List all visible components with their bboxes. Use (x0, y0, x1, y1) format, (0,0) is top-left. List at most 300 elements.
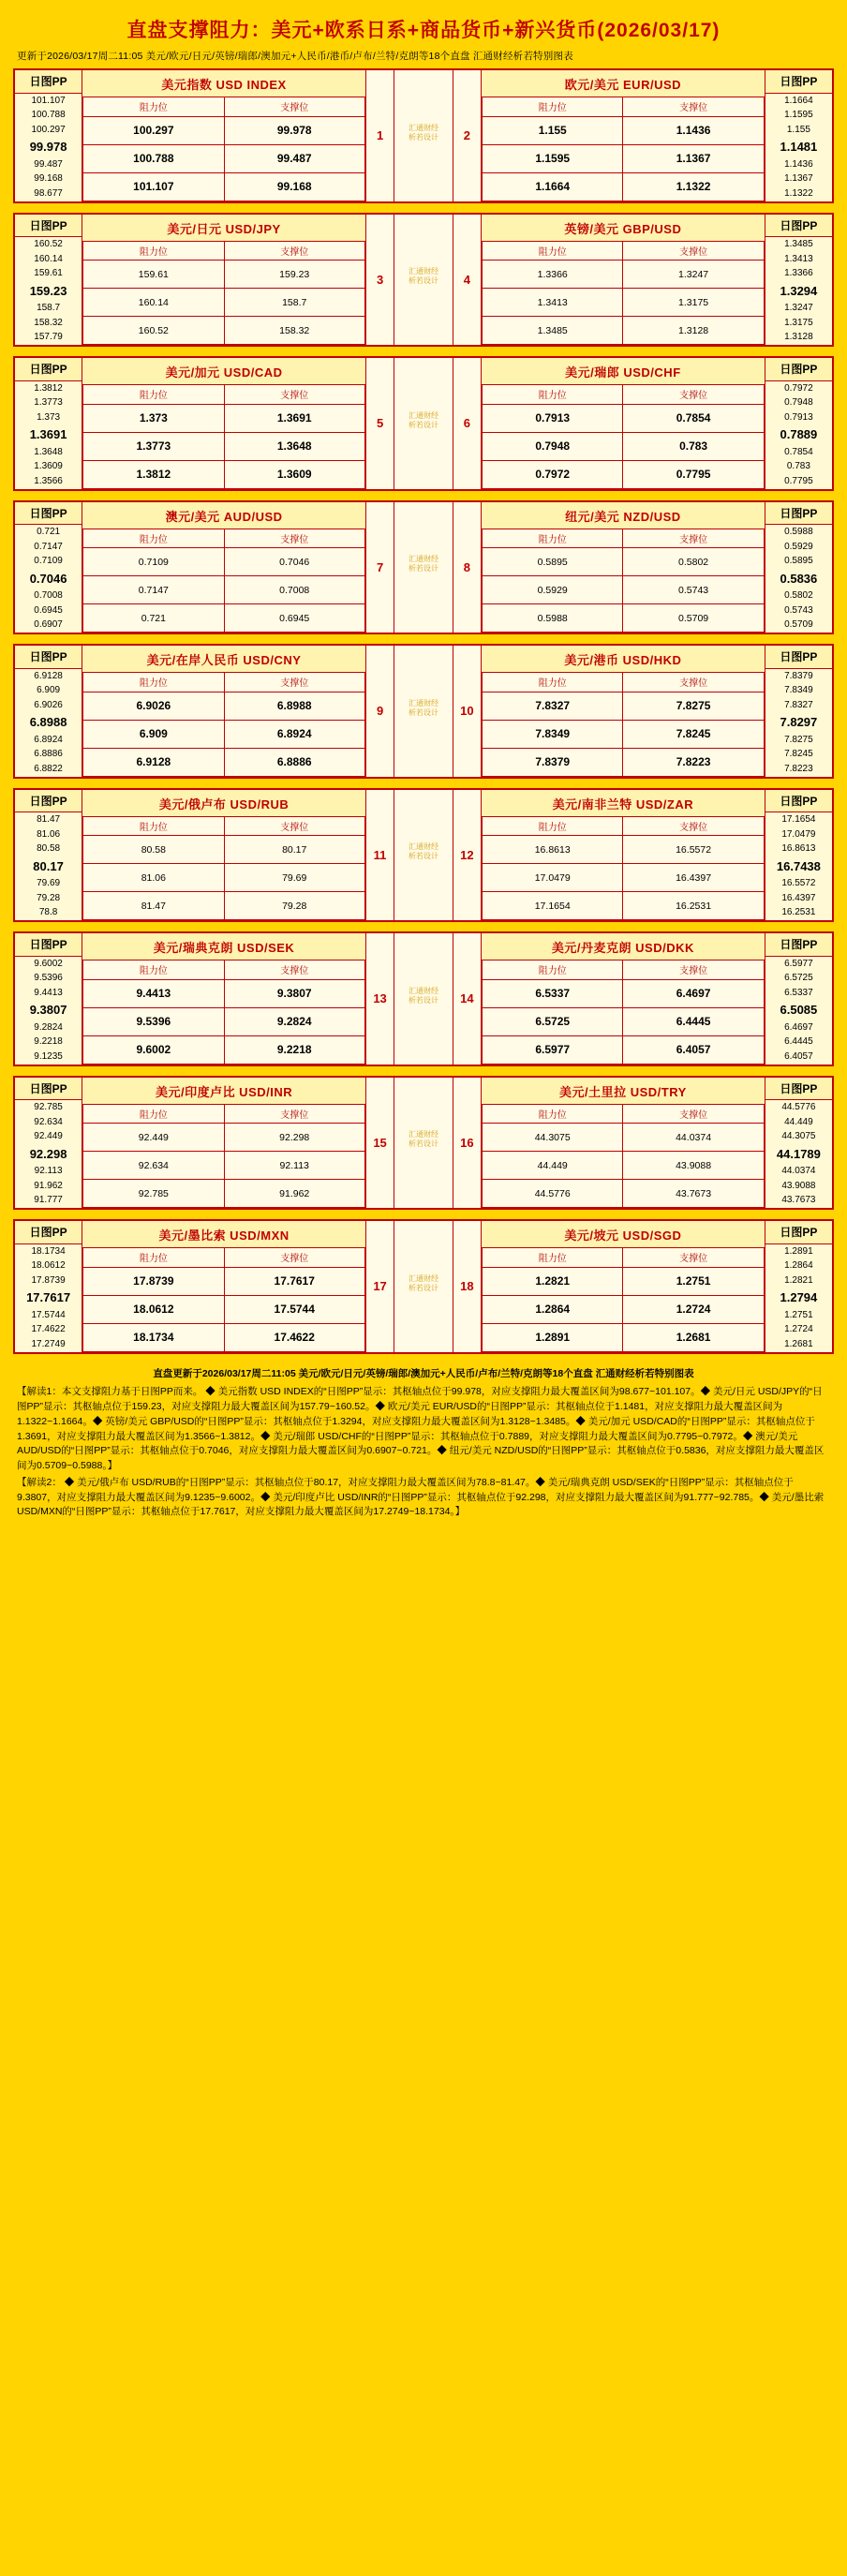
watermark-text: 汇通财经 析若设计 (408, 1130, 438, 1149)
block-number-right: 4 (453, 214, 481, 347)
pivot-pp-header: 日图PP (765, 215, 832, 237)
pivot-block (13, 213, 834, 348)
pivot-pp-header: 日图PP (765, 933, 832, 956)
resistance-value: 81.06 (83, 864, 224, 892)
support-value: 7.8223 (623, 748, 764, 776)
pivot-level-value: 9.5396 (34, 973, 63, 984)
currency-pair-name: 美元/土里拉 USD/TRY (482, 1078, 765, 1105)
pivot-pp-header: 日图PP (15, 70, 82, 93)
resistance-value: 6.5337 (483, 979, 623, 1007)
support-value: 0.783 (623, 432, 764, 460)
table-row (483, 1152, 765, 1180)
pivot-level-value: 99.168 (34, 173, 63, 185)
pivot-level-value: 6.909 (37, 685, 61, 696)
support-value: 1.3247 (623, 261, 764, 289)
support-header: 支撑位 (623, 673, 764, 692)
block-number-left: 9 (365, 645, 394, 778)
pivot-level-value: 0.7913 (784, 411, 813, 423)
support-value: 44.0374 (623, 1124, 764, 1152)
pivot-level-value: 9.3807 (29, 1003, 67, 1018)
resistance-value: 0.5929 (483, 576, 623, 604)
resistance-value: 1.2821 (483, 1267, 623, 1295)
resistance-value: 1.373 (83, 404, 224, 432)
table-row (483, 748, 765, 776)
pivot-level-value: 17.1654 (781, 814, 816, 826)
pivot-level-column (765, 357, 833, 490)
pivot-level-value: 7.8327 (784, 699, 813, 710)
support-value: 16.5572 (623, 836, 764, 864)
support-value: 43.9088 (623, 1152, 764, 1180)
pivot-level-value: 92.113 (34, 1166, 63, 1177)
pivot-level-value: 1.3691 (29, 427, 67, 442)
resistance-value: 18.1734 (83, 1323, 224, 1351)
pivot-level-column (14, 1077, 82, 1210)
table-row (483, 1124, 765, 1152)
block-number-left: 13 (365, 932, 394, 1065)
pivot-level-value: 6.5337 (784, 987, 813, 998)
watermark-cell (394, 1220, 453, 1353)
watermark-text: 汇通财经 析若设计 (408, 555, 438, 573)
levels-table (482, 673, 765, 777)
support-value: 1.3648 (224, 432, 364, 460)
pivot-level-column (14, 501, 82, 634)
resistance-header: 阻力位 (83, 529, 224, 548)
levels-table (82, 242, 365, 346)
pivot-level-value: 44.1789 (776, 1146, 821, 1161)
support-header: 支撑位 (224, 673, 364, 692)
pivot-level-value: 9.2824 (34, 1021, 63, 1033)
currency-pair-name: 美元/港币 USD/HKD (482, 646, 765, 673)
pivot-level-value: 160.14 (34, 253, 63, 264)
resistance-value: 0.7913 (483, 404, 623, 432)
resistance-value: 17.0479 (483, 864, 623, 892)
pivot-level-value: 6.8988 (29, 715, 67, 730)
support-value: 79.69 (224, 864, 364, 892)
table-row (483, 432, 765, 460)
block-number-right: 8 (453, 501, 481, 634)
support-value: 7.8245 (623, 720, 764, 748)
resistance-header: 阻力位 (83, 960, 224, 979)
table-row (483, 144, 765, 172)
currency-pair-name: 美元/印度卢比 USD/INR (82, 1078, 365, 1105)
pivot-level-value: 0.7854 (784, 446, 813, 457)
currency-pair-name: 美元/日元 USD/JPY (82, 215, 365, 242)
pivot-pp-header: 日图PP (15, 1221, 82, 1243)
support-value: 1.3691 (224, 404, 364, 432)
pivot-level-value: 7.8349 (784, 685, 813, 696)
pivot-level-value: 9.2218 (34, 1036, 63, 1048)
pivot-level-value: 0.7109 (34, 556, 63, 567)
currency-pair-cell (482, 69, 765, 202)
pivot-level-column (765, 501, 833, 634)
pivot-level-value: 1.1367 (784, 173, 813, 185)
support-header: 支撑位 (623, 960, 764, 979)
resistance-value: 44.449 (483, 1152, 623, 1180)
pivot-level-value: 7.8223 (784, 763, 813, 774)
pivot-level-value: 0.6907 (34, 619, 63, 631)
resistance-value: 9.5396 (83, 1007, 224, 1035)
support-value: 0.7795 (623, 460, 764, 488)
pivot-level-value: 0.5929 (784, 541, 813, 552)
resistance-value: 0.5895 (483, 548, 623, 576)
pivot-level-value: 9.6002 (34, 958, 63, 969)
pivot-level-value: 43.7673 (781, 1195, 816, 1206)
support-value: 6.4445 (623, 1007, 764, 1035)
block-number-right: 14 (453, 932, 481, 1065)
table-row (483, 692, 765, 720)
watermark-cell (394, 645, 453, 778)
pivot-level-column (765, 214, 833, 347)
resistance-value: 6.9026 (83, 692, 224, 720)
pivot-level-value: 17.5744 (31, 1309, 66, 1320)
support-value: 99.487 (224, 144, 364, 172)
pivot-pp-header: 日图PP (765, 358, 832, 380)
resistance-value: 6.9128 (83, 748, 224, 776)
block-number-left: 11 (365, 789, 394, 922)
resistance-value: 1.3773 (83, 432, 224, 460)
resistance-header: 阻力位 (483, 242, 623, 261)
levels-table (482, 817, 765, 921)
currency-pair-cell (82, 357, 366, 490)
pivot-level-value: 0.783 (786, 461, 810, 472)
currency-pair-name: 美元/瑞典克朗 USD/SEK (82, 933, 365, 960)
pivot-level-value: 1.2724 (784, 1324, 813, 1335)
pivot-tables-container (13, 68, 834, 1354)
watermark-text: 汇通财经 析若设计 (408, 410, 438, 429)
footer-line-2: 【解读2： ◆ 美元/俄卢布 USD/RUB的“日图PP”显示：其枢轴点位于80.17，对应支撑阻力最大覆盖区间为78.8~81.47。◆ 美元/瑞典克朗 USD/SEK的“日图PP”显示：其枢轴点位于9.3807，对应支撑阻力最大覆盖区间为9.1235~9.6002。◆ 美元/印度卢比 USD/INR的“日图PP”显示：其枢轴点位于92.298，对应支撑阻力最大覆盖区间为91.777~92.785。◆ 美元/墨比索 USD/MXN的“日图PP”显示：其枢轴点位于17.7617，对应支撑阻力最大覆盖区间为17.2749~18.1734。】 (17, 1476, 825, 1518)
resistance-value: 16.8613 (483, 836, 623, 864)
table-row (83, 864, 365, 892)
pivot-level-value: 99.487 (34, 158, 63, 170)
support-value: 158.32 (224, 317, 364, 345)
resistance-header: 阻力位 (83, 673, 224, 692)
pivot-level-value: 1.3485 (784, 239, 813, 250)
pivot-level-value: 6.5085 (780, 1003, 818, 1018)
support-value: 99.168 (224, 172, 364, 201)
support-value: 1.2681 (623, 1323, 764, 1351)
pivot-level-value: 78.8 (38, 907, 58, 918)
pivot-level-value: 0.721 (37, 527, 61, 538)
support-value: 1.3128 (623, 317, 764, 345)
support-value: 1.1367 (623, 144, 764, 172)
footer-line-1: 【解读1：本文支撑阻力基于日图PP而来。 ◆ 美元指数 USD INDEX的“日图PP”显示：其枢轴点位于99.978，对应支撑阻力最大覆盖区间为98.677~101.107。◆ 美元/日元 USD/JPY的“日图PP”显示：其枢轴点位于159.23，对应支撑阻力最大覆盖区间为157.79~160.52。◆ 欧元/美元 EUR/USD的“日图PP”显示：其枢轴点位于1.1481，对应支撑阻力最大覆盖区间为1.1322~1.1664。◆ 英镑/美元 GBP/USD的“日图PP”显示：其枢轴点位于1.3294，对应支撑阻力最大覆盖区间为1.3128~1.3485。◆ 美元/加元 USD/CAD的“日图PP”显示：其枢轴点位于1.3691，对应支撑阻力最大覆盖区间为1.3566~1.3812。◆ 美元/瑞郎 USD/CHF的“日图PP”显示：其枢轴点位于0.7889，对应支撑阻力最大覆盖区间为0.7795~0.7972。◆ 澳元/美元 AUD/USD的“日图PP”显示：其枢轴点位于0.7046，对应支撑阻力最大覆盖区间为0.6907~0.721。◆ 纽元/美元 NZD/USD的“日图PP”显示：其枢轴点位于0.5836，对应支撑阻力最大覆盖区间为0.5709~0.5988。】 (17, 1386, 825, 1471)
levels-table (82, 1248, 365, 1352)
watermark-cell (394, 789, 453, 922)
pivot-level-value: 0.5895 (784, 556, 813, 567)
pivot-pp-header: 日图PP (765, 1078, 832, 1100)
watermark-cell (394, 357, 453, 490)
watermark-text: 汇通财经 析若设计 (408, 842, 438, 861)
pivot-level-value: 1.3812 (34, 382, 63, 394)
resistance-value: 17.1654 (483, 892, 623, 920)
support-header: 支撑位 (623, 817, 764, 836)
block-number-right: 18 (453, 1220, 481, 1353)
pivot-level-value: 0.7147 (34, 541, 63, 552)
pivot-level-value: 101.107 (31, 95, 66, 106)
table-row (83, 432, 365, 460)
table-row (483, 1007, 765, 1035)
table-row (483, 1180, 765, 1208)
resistance-value: 0.7109 (83, 548, 224, 576)
pivot-level-value: 1.2681 (784, 1338, 813, 1349)
table-row (83, 172, 365, 201)
currency-pair-cell (82, 1077, 366, 1210)
currency-pair-cell (82, 645, 366, 778)
pivot-level-value: 157.79 (34, 332, 63, 343)
table-row (83, 692, 365, 720)
block-number-left: 5 (365, 357, 394, 490)
currency-pair-name: 美元/丹麦克朗 USD/DKK (482, 933, 765, 960)
support-value: 1.1322 (623, 172, 764, 201)
resistance-value: 160.52 (83, 317, 224, 345)
block-number-right: 6 (453, 357, 481, 490)
support-header: 支撑位 (623, 1105, 764, 1124)
table-row (483, 548, 765, 576)
pivot-level-value: 158.7 (37, 303, 61, 314)
pivot-level-value: 1.3413 (784, 253, 813, 264)
page-subtitle: 更新于2026/03/17周二11:05 美元/欧元/日元/英镑/瑞郎/澳加元+人民币/港币/卢布/兰特/克朗等18个直盘 汇通财经析若特别图表 (17, 51, 573, 62)
resistance-value: 1.2891 (483, 1323, 623, 1351)
footer-heading: 直盘更新于2026/03/17周二11:05 美元/欧元/日元/英镑/瑞郎/澳加元+人民币/卢布/兰特/克朗等18个直盘 汇通财经析若特别图表 (153, 1367, 694, 1379)
currency-pair-name: 纽元/美元 NZD/USD (482, 502, 765, 529)
currency-pair-name: 美元/坡元 USD/SGD (482, 1221, 765, 1248)
support-value: 0.5802 (623, 548, 764, 576)
resistance-value: 1.3413 (483, 289, 623, 317)
support-value: 16.2531 (623, 892, 764, 920)
pivot-level-value: 0.5743 (784, 604, 813, 616)
pivot-level-column (765, 69, 833, 202)
resistance-value: 7.8327 (483, 692, 623, 720)
pivot-block (13, 644, 834, 779)
support-value: 80.17 (224, 836, 364, 864)
resistance-header: 阻力位 (483, 529, 623, 548)
currency-pair-cell (82, 214, 366, 347)
pivot-level-value: 1.2794 (780, 1290, 818, 1305)
levels-table (82, 529, 365, 633)
pivot-level-value: 81.47 (37, 814, 61, 826)
resistance-header: 阻力位 (483, 1248, 623, 1267)
pivot-level-value: 6.4697 (784, 1021, 813, 1033)
support-value: 79.28 (224, 892, 364, 920)
resistance-header: 阻力位 (83, 97, 224, 116)
support-value: 1.2724 (623, 1295, 764, 1323)
currency-pair-name: 美元/瑞郎 USD/CHF (482, 358, 765, 385)
pivot-pp-header: 日图PP (765, 790, 832, 812)
pivot-level-value: 98.677 (34, 187, 63, 199)
support-value: 0.7854 (623, 404, 764, 432)
watermark-text: 汇通财经 析若设计 (408, 986, 438, 1005)
pivot-level-value: 16.7438 (776, 858, 821, 873)
resistance-value: 92.785 (83, 1180, 224, 1208)
pivot-pp-header: 日图PP (765, 502, 832, 525)
table-row (83, 144, 365, 172)
levels-table (82, 1105, 365, 1209)
pivot-block (13, 931, 834, 1066)
pivot-level-value: 1.3294 (780, 283, 818, 298)
pivot-level-value: 160.52 (34, 239, 63, 250)
support-value: 92.113 (224, 1152, 364, 1180)
watermark-text: 汇通财经 析若设计 (408, 267, 438, 286)
levels-table (82, 673, 365, 777)
pivot-level-value: 17.0479 (781, 828, 816, 840)
pivot-level-column (765, 1220, 833, 1353)
pivot-level-value: 7.8297 (780, 715, 818, 730)
support-header: 支撑位 (224, 97, 364, 116)
support-value: 16.4397 (623, 864, 764, 892)
resistance-value: 0.7147 (83, 576, 224, 604)
pivot-level-value: 1.3247 (784, 303, 813, 314)
pivot-level-value: 99.978 (29, 140, 67, 155)
pivot-level-value: 79.28 (37, 892, 61, 903)
resistance-value: 0.721 (83, 604, 224, 633)
resistance-value: 100.788 (83, 144, 224, 172)
pivot-level-value: 0.7948 (784, 397, 813, 409)
pivot-level-value: 6.8886 (34, 749, 63, 760)
pivot-pp-header: 日图PP (15, 215, 82, 237)
resistance-value: 9.4413 (83, 979, 224, 1007)
pivot-level-value: 6.9128 (34, 670, 63, 681)
resistance-value: 0.7972 (483, 460, 623, 488)
table-row (483, 1267, 765, 1295)
currency-pair-cell (82, 789, 366, 922)
table-row (83, 1180, 365, 1208)
watermark-cell (394, 1077, 453, 1210)
levels-table (482, 529, 765, 633)
pivot-level-value: 1.2751 (784, 1309, 813, 1320)
support-value: 17.5744 (224, 1295, 364, 1323)
resistance-value: 101.107 (83, 172, 224, 201)
table-row (83, 1295, 365, 1323)
resistance-value: 1.3812 (83, 460, 224, 488)
support-value: 6.4697 (623, 979, 764, 1007)
currency-pair-name: 澳元/美元 AUD/USD (82, 502, 365, 529)
pivot-pp-header: 日图PP (15, 358, 82, 380)
pivot-level-value: 1.1664 (784, 95, 813, 106)
pivot-level-value: 1.1481 (780, 140, 818, 155)
table-row (483, 172, 765, 201)
levels-table (482, 960, 765, 1065)
support-value: 9.2218 (224, 1035, 364, 1064)
support-header: 支撑位 (224, 529, 364, 548)
currency-pair-cell (482, 932, 765, 1065)
currency-pair-name: 英镑/美元 GBP/USD (482, 215, 765, 242)
pivot-level-column (14, 645, 82, 778)
support-header: 支撑位 (224, 385, 364, 404)
pivot-level-value: 1.2864 (784, 1260, 813, 1272)
currency-pair-name: 美元/加元 USD/CAD (82, 358, 365, 385)
pivot-level-value: 91.962 (34, 1180, 63, 1191)
block-number-left: 3 (365, 214, 394, 347)
pivot-block (13, 1219, 834, 1354)
support-header: 支撑位 (623, 385, 764, 404)
support-header: 支撑位 (623, 242, 764, 261)
support-header: 支撑位 (623, 97, 764, 116)
pivot-pp-header: 日图PP (765, 646, 832, 668)
pivot-pp-header: 日图PP (15, 646, 82, 668)
currency-pair-cell (82, 69, 366, 202)
resistance-value: 92.634 (83, 1152, 224, 1180)
pivot-level-value: 17.7617 (26, 1290, 71, 1305)
block-number-right: 2 (453, 69, 481, 202)
pivot-level-value: 1.2821 (784, 1274, 813, 1286)
watermark-text: 汇通财经 析若设计 (408, 1273, 438, 1292)
resistance-value: 7.8379 (483, 748, 623, 776)
table-row (83, 404, 365, 432)
support-value: 7.8275 (623, 692, 764, 720)
pivot-level-value: 100.788 (31, 110, 66, 121)
support-header: 支撑位 (224, 242, 364, 261)
resistance-header: 阻力位 (83, 242, 224, 261)
pivot-level-column (14, 932, 82, 1065)
table-row (83, 317, 365, 345)
table-row (83, 261, 365, 289)
table-row (483, 720, 765, 748)
levels-table (82, 385, 365, 489)
support-value: 6.4057 (623, 1035, 764, 1064)
pivot-level-value: 6.8822 (34, 763, 63, 774)
resistance-header: 阻力位 (83, 1105, 224, 1124)
pivot-level-value: 0.7046 (29, 571, 67, 586)
pivot-level-value: 1.3648 (34, 446, 63, 457)
watermark-cell (394, 69, 453, 202)
pivot-level-value: 0.7008 (34, 590, 63, 602)
levels-table (482, 97, 765, 201)
support-value: 0.7008 (224, 576, 364, 604)
support-value: 159.23 (224, 261, 364, 289)
pivot-level-value: 100.297 (31, 124, 66, 135)
levels-table (82, 960, 365, 1065)
block-number-left: 1 (365, 69, 394, 202)
pivot-level-column (14, 214, 82, 347)
pivot-level-value: 6.5725 (784, 973, 813, 984)
block-number-right: 12 (453, 789, 481, 922)
pivot-level-value: 92.449 (34, 1131, 63, 1142)
support-value: 1.1436 (623, 116, 764, 144)
watermark-text: 汇通财经 析若设计 (408, 123, 438, 141)
support-value: 0.7046 (224, 548, 364, 576)
table-row (483, 604, 765, 633)
pivot-level-value: 6.9026 (34, 699, 63, 710)
pivot-pp-header: 日图PP (15, 1078, 82, 1100)
support-header: 支撑位 (623, 1248, 764, 1267)
resistance-header: 阻力位 (483, 1105, 623, 1124)
support-value: 9.2824 (224, 1007, 364, 1035)
support-value: 6.8886 (224, 748, 364, 776)
pivot-level-value: 0.6945 (34, 604, 63, 616)
levels-table (82, 97, 365, 201)
table-row (483, 1035, 765, 1064)
resistance-value: 44.3075 (483, 1124, 623, 1152)
currency-pair-cell (482, 789, 765, 922)
resistance-value: 100.297 (83, 116, 224, 144)
pivot-level-value: 7.8379 (784, 670, 813, 681)
resistance-value: 6.5725 (483, 1007, 623, 1035)
pivot-level-value: 18.1734 (31, 1245, 66, 1257)
table-row (483, 576, 765, 604)
currency-pair-cell (482, 1220, 765, 1353)
pivot-level-value: 6.4057 (784, 1050, 813, 1062)
pivot-level-value: 0.7795 (784, 475, 813, 486)
pivot-level-value: 16.4397 (781, 892, 816, 903)
pivot-level-value: 92.634 (34, 1116, 63, 1127)
support-value: 91.962 (224, 1180, 364, 1208)
footer-notes (13, 1363, 834, 1530)
resistance-value: 6.909 (83, 720, 224, 748)
table-row (83, 748, 365, 776)
pivot-level-value: 9.1235 (34, 1050, 63, 1062)
table-row (483, 1295, 765, 1323)
table-row (483, 289, 765, 317)
